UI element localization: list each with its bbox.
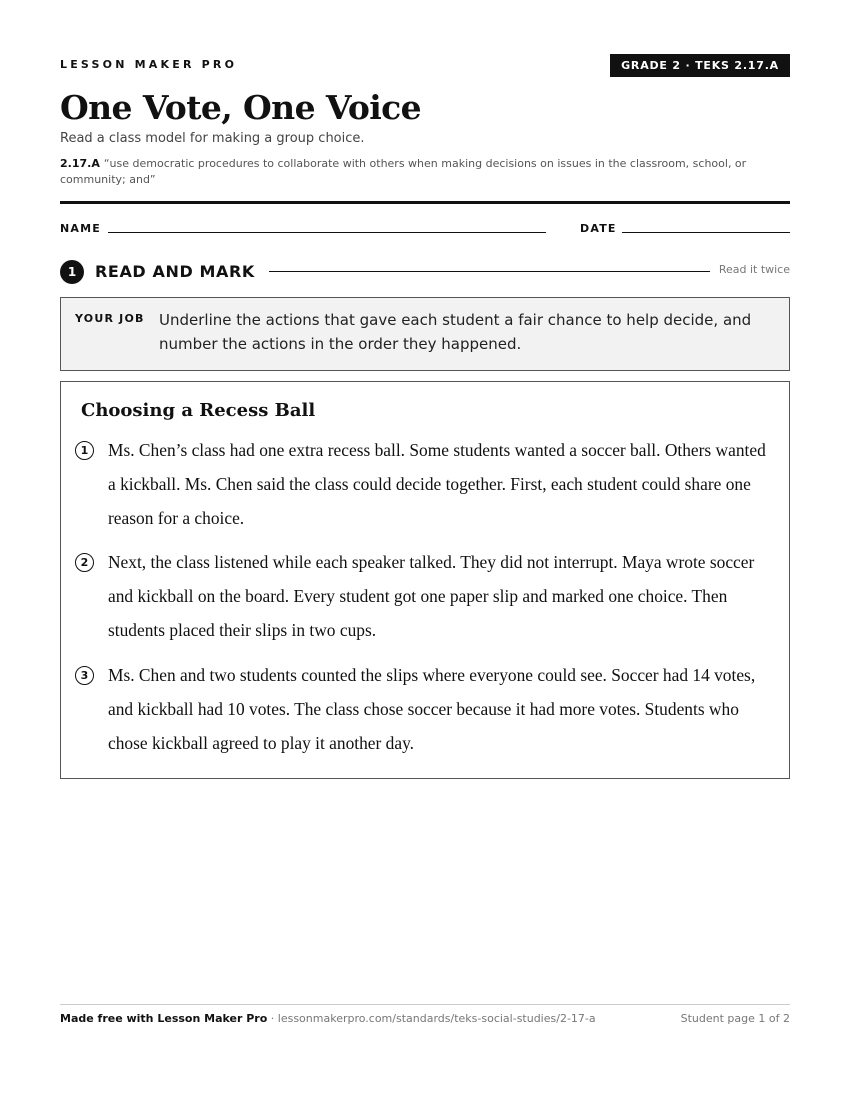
reading-passage [60, 381, 790, 779]
name-field[interactable] [108, 232, 546, 233]
passage-title: Choosing a Recess Ball [81, 400, 316, 421]
section-divider [269, 271, 710, 272]
brand-name: LESSON MAKER PRO [60, 58, 238, 71]
paragraph-number-icon: 1 [75, 441, 94, 460]
paragraph-text[interactable]: Next, the class listened while each speaker talked. They did not interrupt. Maya wrote soccer and kickball on the board. Every student got one paper slip and marked one choice. Then students placed their slips in two cups. [108, 552, 755, 640]
footer-made-with: Made free with Lesson Maker Pro [60, 1012, 268, 1025]
section-note: Read it twice [718, 263, 790, 276]
header-divider [60, 201, 790, 204]
worksheet-page [60, 0, 790, 1100]
paragraph-text[interactable]: Ms. Chen’s class had one extra recess ball. Some students wanted a soccer ball. Others wanted a kickball. Ms. Chen said the class could decide together. First, each student could share one reason for a choice. [108, 440, 766, 528]
grade-badge: GRADE 2 · TEKS 2.17.A [610, 54, 790, 77]
section-title: READ AND MARK [95, 262, 255, 281]
footer-url[interactable]: · lessonmakerpro.com/standards/teks-social-studies/2-17-a [267, 1012, 596, 1025]
footer-credit [60, 1012, 596, 1025]
section-number: 1 [60, 260, 84, 284]
standard-text: “use democratic procedures to collaborate with others when making decisions on issues in the classroom, school, or community; and” [60, 157, 747, 186]
your-job-box [60, 297, 790, 371]
date-label: DATE [580, 222, 617, 235]
paragraph-number-icon: 2 [75, 553, 94, 572]
job-instructions: Underline the actions that gave each student a fair chance to help decide, and number the actions in the order they happened. [159, 311, 752, 353]
page-subtitle: Read a class model for making a group choice. [60, 131, 365, 146]
page-title: One Vote, One Voice [60, 88, 422, 127]
paragraph-text[interactable]: Ms. Chen and two students counted the slips where everyone could see. Soccer had 14 votes, and kickball had 10 votes. The class chose soccer because it had more votes. Students who chose kickball agreed to play it another day. [108, 665, 756, 753]
footer-divider [60, 1004, 790, 1005]
name-label: NAME [60, 222, 101, 235]
standard-code: 2.17.A [60, 157, 100, 170]
paragraph-number-icon: 3 [75, 666, 94, 685]
footer-page-number: Student page 1 of 2 [680, 1012, 790, 1025]
date-field[interactable] [622, 232, 790, 233]
standard-statement [60, 156, 760, 188]
job-label: YOUR JOB [75, 312, 145, 325]
